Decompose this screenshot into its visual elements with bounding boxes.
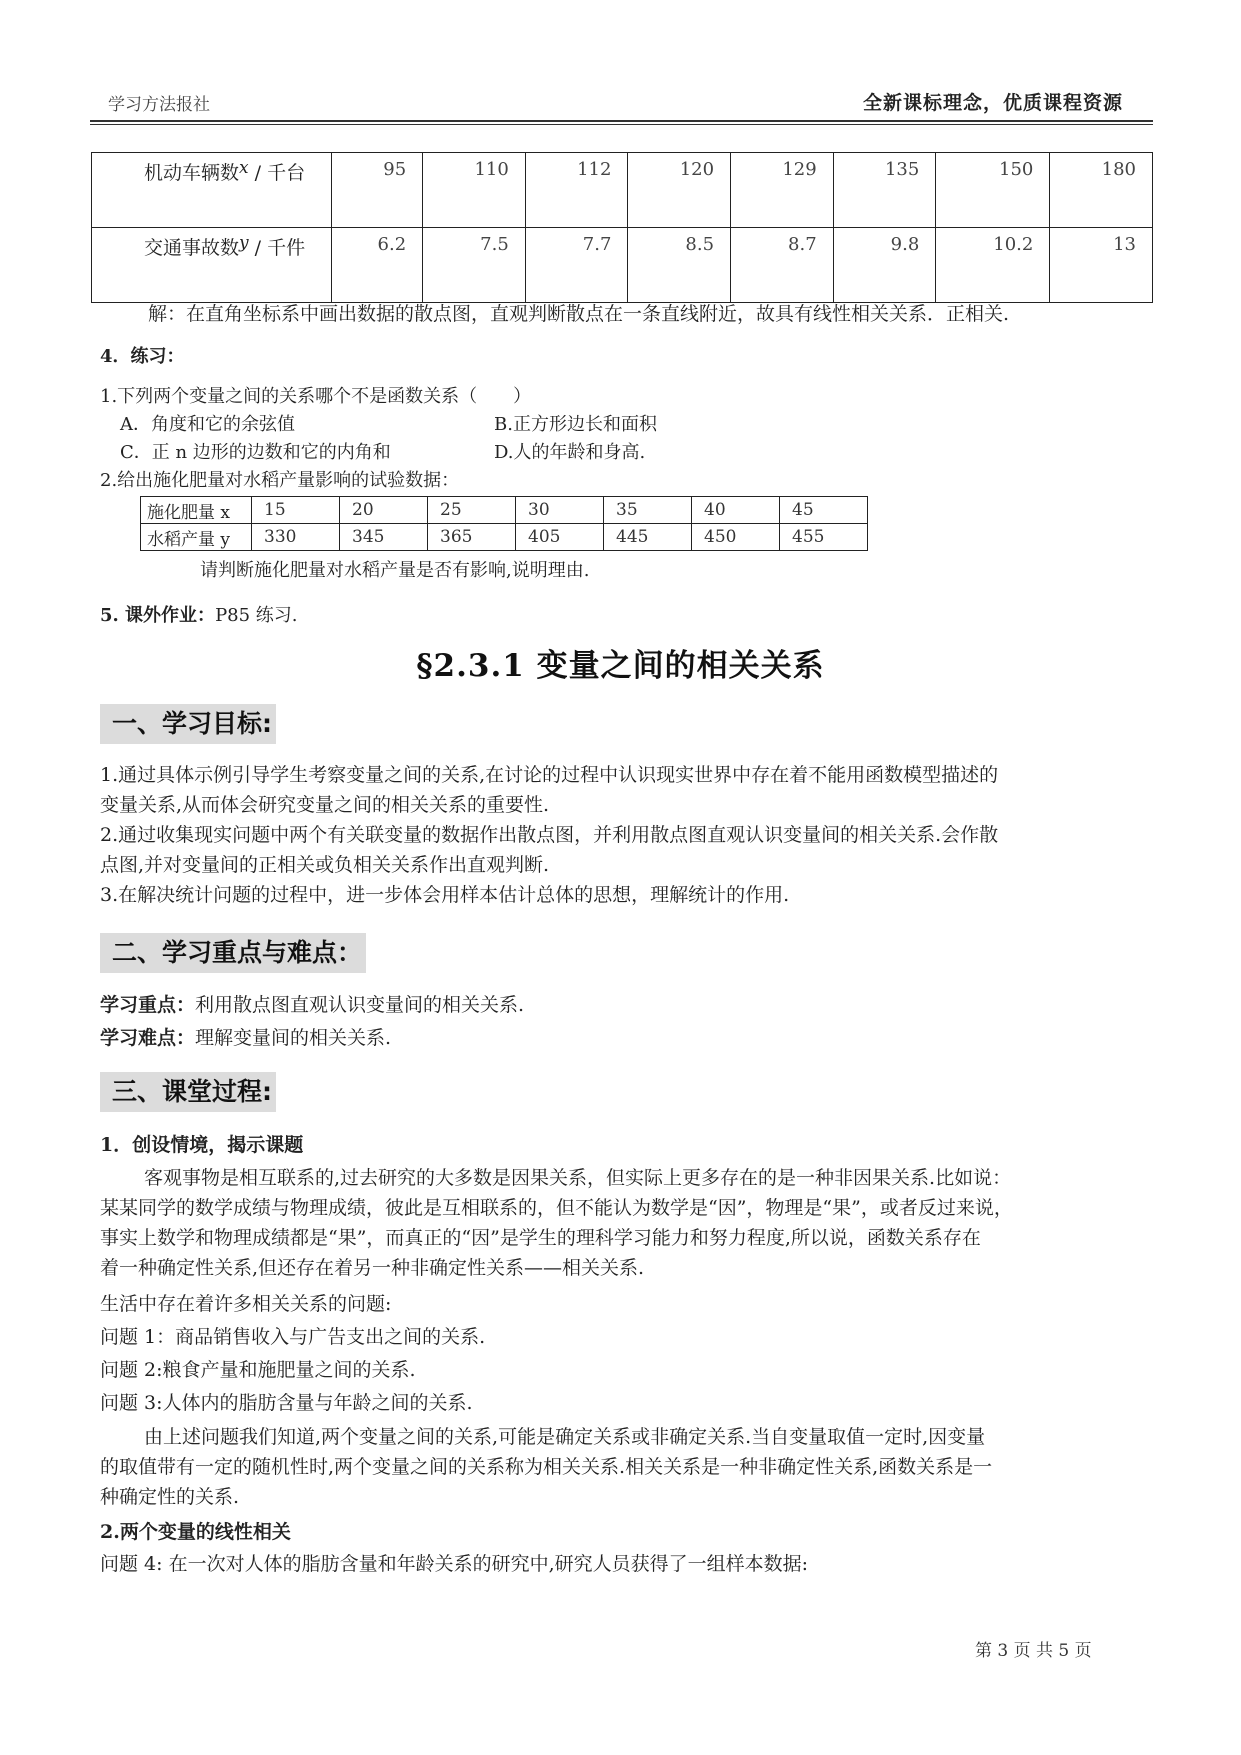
focus-text: 利用散点图直观认识变量间的相关关系. — [195, 994, 525, 1016]
table-cell: 180 — [1050, 153, 1153, 228]
process-para2 — [100, 1422, 1160, 1512]
row-label-vehicles: 机动车辆数x / 千台 — [92, 153, 332, 228]
table-cell: 330 — [252, 524, 340, 551]
para-line: 种确定性的关系. — [100, 1486, 240, 1508]
table-cell: 20 — [340, 497, 428, 524]
row-label-yield: 水稻产量 y — [141, 524, 252, 551]
section-title: §2.3.1 变量之间的相关关系 — [416, 648, 825, 684]
table-cell: 7.7 — [525, 228, 628, 303]
table-cell: 129 — [731, 153, 834, 228]
option-a: A．角度和它的余弦值 — [120, 414, 295, 435]
question-2: 2.给出施化肥量对水稻产量影响的试验数据： — [100, 470, 460, 491]
table-row — [141, 497, 868, 524]
option-c: C．正 n 边形的边数和它的内角和 — [120, 442, 391, 463]
para-line: 由上述问题我们知道,两个变量之间的关系,可能是确定关系或非确定关系.当自变量取值一定时,因变量 — [144, 1426, 986, 1448]
vehicle-accident-table — [91, 152, 1153, 303]
problem-3: 问题 3:人体内的脂肪含量与年龄之间的关系. — [100, 1392, 473, 1414]
table-cell: 112 — [525, 153, 628, 228]
table-cell: 6.2 — [332, 228, 423, 303]
row-label-fertilizer: 施化肥量 x — [141, 497, 252, 524]
goals-heading: 一、学习目标: — [100, 704, 276, 744]
table-cell: 135 — [833, 153, 936, 228]
table-cell: 8.7 — [731, 228, 834, 303]
para-line: 某某同学的数学成绩与物理成绩，彼此是互相联系的，但不能认为数学是“因”，物理是“果”，或者反过来说， — [100, 1197, 1013, 1219]
problem-2: 问题 2:粮食产量和施肥量之间的关系. — [100, 1359, 416, 1381]
table-cell: 345 — [340, 524, 428, 551]
homework-label: 5. 课外作业： — [100, 605, 216, 626]
process-heading: 三、课堂过程: — [100, 1072, 276, 1112]
para-line: 的取值带有一定的随机性时,两个变量之间的关系称为相关关系.相关关系是一种非确定性关系,函数关系是一 — [100, 1456, 993, 1478]
focus-line — [100, 990, 524, 1020]
problem-4: 问题 4: 在一次对人体的脂肪含量和年龄关系的研究中,研究人员获得了一组样本数据: — [100, 1553, 809, 1575]
keypoints-heading: 二、学习重点与难点： — [100, 933, 366, 973]
question-1: 1.下列两个变量之间的关系哪个不是函数关系（ ） — [100, 386, 532, 407]
para-line: 着一种确定性关系,但还存在着另一种非确定性关系——相关关系. — [100, 1257, 645, 1279]
header-divider-thin — [90, 124, 1153, 125]
table-cell: 40 — [692, 497, 780, 524]
process-para1 — [100, 1163, 1160, 1283]
option-d: D.人的年龄和身高. — [494, 442, 646, 463]
row-label-accidents: 交通事故数y / 千件 — [92, 228, 332, 303]
table-cell: 455 — [780, 524, 868, 551]
table-cell: 405 — [516, 524, 604, 551]
header-divider — [90, 120, 1153, 122]
difficulty-label: 学习难点： — [100, 1027, 196, 1049]
difficulty-line — [100, 1023, 391, 1053]
table-row — [92, 228, 1153, 303]
table-cell: 450 — [692, 524, 780, 551]
life-intro: 生活中存在着许多相关关系的问题: — [100, 1293, 392, 1315]
table-row — [92, 153, 1153, 228]
goal-line: 点图,并对变量间的正相关或负相关关系作出直观判断. — [100, 854, 550, 876]
table-cell: 15 — [252, 497, 340, 524]
table-cell: 110 — [423, 153, 526, 228]
para-line: 客观事物是相互联系的,过去研究的大多数是因果关系，但实际上更多存在的是一种非因果关系.比如说： — [144, 1167, 1012, 1189]
table-cell: 150 — [936, 153, 1050, 228]
homework — [100, 601, 298, 631]
para-line: 事实上数学和物理成绩都是“果”，而真正的“因”是学生的理科学习能力和努力程度,所以说，函数关系存在 — [100, 1227, 981, 1249]
table-cell: 7.5 — [423, 228, 526, 303]
solution-text: 解：在直角坐标系中画出数据的散点图，直观判断散点在一条直线附近，故具有线性相关关系．正相关. — [148, 303, 1010, 325]
table-cell: 8.5 — [628, 228, 731, 303]
table-cell: 13 — [1050, 228, 1153, 303]
header-slogan: 全新课标理念，优质课程资源 — [862, 92, 1123, 114]
goal-line: 2.通过收集现实问题中两个有关联变量的数据作出散点图，并利用散点图直观认识变量间的相关关系.会作散 — [100, 824, 999, 846]
practice-heading: 4．练习： — [100, 346, 185, 367]
page-number: 第 3 页 共 5 页 — [975, 1641, 1092, 1661]
table-cell: 445 — [604, 524, 692, 551]
table-cell: 35 — [604, 497, 692, 524]
table-cell: 30 — [516, 497, 604, 524]
focus-label: 学习重点： — [100, 994, 196, 1016]
header-publisher: 学习方法报社 — [108, 95, 210, 115]
fertilizer-yield-table — [140, 496, 868, 551]
goals-body — [100, 760, 1160, 910]
option-b: B.正方形边长和面积 — [494, 414, 657, 435]
table-row — [141, 524, 868, 551]
table-cell: 9.8 — [833, 228, 936, 303]
table-cell: 10.2 — [936, 228, 1050, 303]
table-cell: 95 — [332, 153, 423, 228]
question-2-ask: 请判断施化肥量对水稻产量是否有影响,说明理由. — [200, 560, 590, 581]
table-cell: 45 — [780, 497, 868, 524]
goal-line: 变量关系,从而体会研究变量之间的相关关系的重要性. — [100, 794, 550, 816]
process-sub2: 2.两个变量的线性相关 — [100, 1521, 291, 1543]
problem-1: 问题 1：商品销售收入与广告支出之间的关系. — [100, 1326, 486, 1348]
goal-line: 1.通过具体示例引导学生考察变量之间的关系,在讨论的过程中认识现实世界中存在着不能用函数模型描述的 — [100, 764, 999, 786]
table-cell: 120 — [628, 153, 731, 228]
process-sub1: 1．创设情境，揭示课题 — [100, 1134, 304, 1156]
table-cell: 365 — [428, 524, 516, 551]
goal-line: 3.在解决统计问题的过程中，进一步体会用样本估计总体的思想，理解统计的作用. — [100, 884, 790, 906]
homework-text: P85 练习. — [215, 605, 298, 626]
table-cell: 25 — [428, 497, 516, 524]
difficulty-text: 理解变量间的相关关系. — [195, 1027, 392, 1049]
